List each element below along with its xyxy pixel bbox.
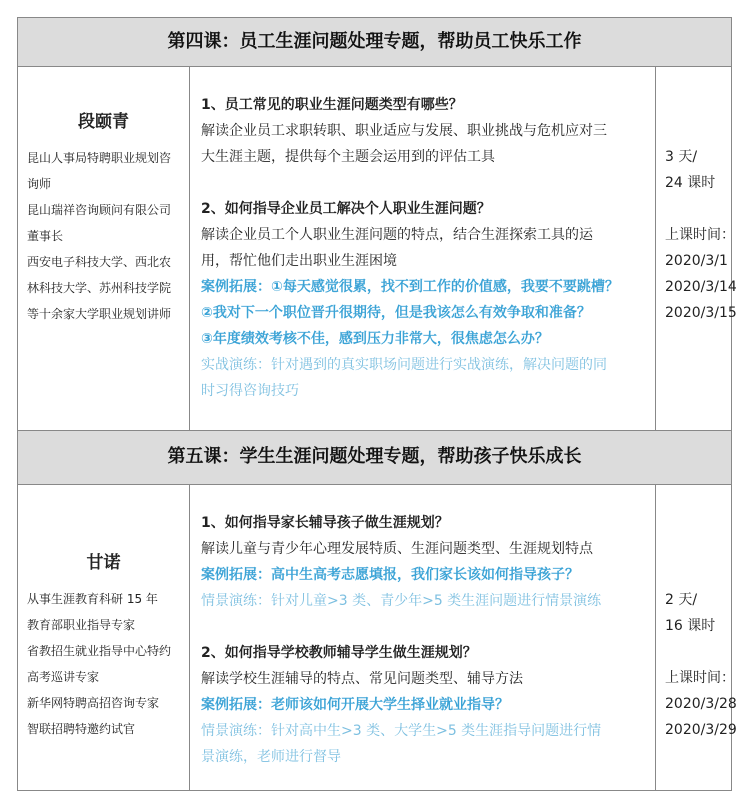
lesson5-header bbox=[17, 431, 732, 485]
lesson5-teacher-bio bbox=[27, 586, 185, 742]
practice-line: 景演练，老师进行督导 bbox=[201, 749, 341, 765]
case-extension-line: 案例拓展：高中生高考志愿填报，我们家长该如何指导孩子？ bbox=[201, 567, 579, 583]
bio-line: 智联招聘特邀约试官 bbox=[27, 722, 136, 736]
bio-line: 省教招生就业指导中心特约 bbox=[27, 644, 172, 658]
question-heading: 2、如何指导企业员工解决个人职业生涯问题？ bbox=[201, 201, 491, 217]
lesson4-header bbox=[17, 17, 732, 67]
case-extension-line: 案例拓展：老师该如何开展大学生择业就业指导？ bbox=[201, 697, 509, 713]
bio-line: 西安电子科技大学、西北农 bbox=[27, 255, 172, 269]
lesson4-schedule bbox=[665, 144, 737, 326]
practice-line: 实战演练：针对遇到的真实职场问题进行实战演练，解决问题的同 bbox=[201, 357, 607, 373]
lesson5-teacher-cell bbox=[18, 485, 190, 790]
lesson5-row bbox=[17, 485, 737, 791]
class-date: 2020/3/14 bbox=[665, 279, 737, 295]
lesson5-schedule-cell bbox=[655, 485, 737, 790]
duration-hours: 16 课时 bbox=[665, 618, 716, 634]
class-date: 2020/3/28 bbox=[665, 696, 737, 712]
lesson4-teacher-cell bbox=[18, 67, 190, 430]
description-line: 解读企业员工求职转职、职业适应与发展、职业挑战与危机应对三 bbox=[201, 123, 607, 139]
question-heading: 2、如何指导学校教师辅导学生做生涯规划？ bbox=[201, 645, 477, 661]
lesson4-teacher-name: 段颐青 bbox=[78, 112, 129, 132]
lesson4-title: 第四课：员工生涯问题处理专题，帮助员工快乐工作 bbox=[167, 31, 582, 52]
class-date: 2020/3/15 bbox=[665, 305, 737, 321]
bio-line: 新华网特聘高招咨询专家 bbox=[27, 696, 160, 710]
lesson4-content-cell bbox=[189, 67, 656, 430]
lesson5-content bbox=[201, 510, 646, 770]
bio-line: 林科技大学、苏州科技学院 bbox=[27, 281, 172, 295]
question-heading: 1、员工常见的职业生涯问题类型有哪些？ bbox=[201, 97, 463, 113]
class-time-label: 上课时间： bbox=[665, 670, 735, 686]
lesson5-content-cell bbox=[189, 485, 656, 790]
lesson5-title: 第五课：学生生涯问题处理专题，帮助孩子快乐成长 bbox=[167, 446, 582, 467]
description-line: 大生涯主题，提供每个主题会运用到的评估工具 bbox=[201, 149, 495, 165]
bio-line: 昆山瑞祥咨询顾问有限公司 bbox=[27, 203, 172, 217]
practice-line: 情景演练：针对儿童>3 类、青少年>5 类生涯问题进行情景演练 bbox=[201, 593, 602, 609]
lesson4-content bbox=[201, 92, 646, 404]
description-line: 解读儿童与青少年心理发展特质、生涯问题类型、生涯规划特点 bbox=[201, 541, 593, 557]
bio-line: 董事长 bbox=[27, 229, 64, 243]
description-line: 解读企业员工个人职业生涯问题的特点，结合生涯探索工具的运 bbox=[201, 227, 593, 243]
description-line: 解读学校生涯辅导的特点、常见问题类型、辅导方法 bbox=[201, 671, 523, 687]
lesson5-schedule bbox=[665, 587, 737, 743]
lesson5-teacher-name: 甘诺 bbox=[86, 553, 121, 573]
bio-line: 询师 bbox=[27, 177, 52, 191]
practice-line: 时习得咨询技巧 bbox=[201, 383, 299, 399]
class-time-label: 上课时间： bbox=[665, 227, 735, 243]
case-extension-line: ③年度绩效考核不佳，感到压力非常大，很焦虑怎么办？ bbox=[201, 331, 549, 347]
bio-line: 高考巡讲专家 bbox=[27, 670, 100, 684]
bio-line: 等十余家大学职业规划讲师 bbox=[27, 307, 172, 321]
description-line: 用，帮忙他们走出职业生涯困境 bbox=[201, 253, 397, 269]
bio-line: 从事生涯教育科研 15 年 bbox=[27, 592, 158, 606]
class-date: 2020/3/29 bbox=[665, 722, 737, 738]
question-heading: 1、如何指导家长辅导孩子做生涯规划？ bbox=[201, 515, 449, 531]
bio-line: 教育部职业指导专家 bbox=[27, 618, 136, 632]
practice-line: 情景演练：针对高中生>3 类、大学生>5 类生涯指导问题进行情 bbox=[201, 723, 602, 739]
case-extension-line: ②我对下一个职位晋升很期待，但是我该怎么有效争取和准备？ bbox=[201, 305, 591, 321]
bio-line: 昆山人事局特聘职业规划咨 bbox=[27, 151, 172, 165]
duration-days: 2 天/ bbox=[665, 592, 698, 608]
duration-hours: 24 课时 bbox=[665, 175, 716, 191]
case-extension-line: 案例拓展：①每天感觉很累，找不到工作的价值感，我要不要跳槽？ bbox=[201, 279, 619, 295]
lesson4-row bbox=[17, 67, 737, 431]
lesson4-teacher-bio bbox=[27, 145, 185, 327]
lesson4-schedule-cell bbox=[655, 67, 737, 430]
duration-days: 3 天/ bbox=[665, 149, 698, 165]
class-date: 2020/3/1 bbox=[665, 253, 728, 269]
